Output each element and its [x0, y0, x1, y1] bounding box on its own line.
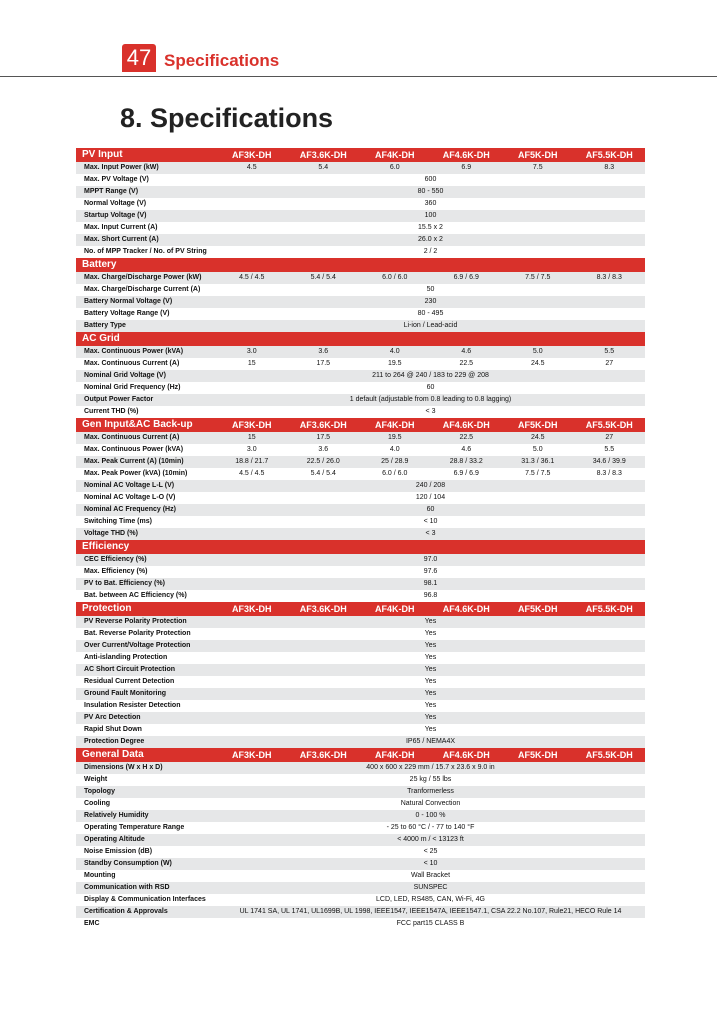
spec-row	[76, 492, 645, 504]
model-column-header: AF4K-DH	[359, 418, 431, 432]
spec-row	[76, 432, 645, 444]
spec-row	[76, 712, 645, 724]
spec-value: 400 x 600 x 229 mm / 15.7 x 23.6 x 9.0 in	[216, 762, 645, 774]
spec-label: Max. Continuous Power (kVA)	[76, 346, 216, 358]
section-header-row	[76, 748, 645, 762]
spec-row	[76, 394, 645, 406]
spec-label: Display & Communication Interfaces	[76, 894, 216, 906]
spec-label: Anti-islanding Protection	[76, 652, 216, 664]
spec-value: Yes	[216, 700, 645, 712]
spec-row	[76, 346, 645, 358]
model-column-header: AF3.6K-DH	[288, 148, 360, 162]
spec-value: 7.5 / 7.5	[502, 272, 574, 284]
spec-row	[76, 664, 645, 676]
section-title: AC Grid	[76, 332, 216, 346]
spec-value: SUNSPEC	[216, 882, 645, 894]
model-column-header: AF3K-DH	[216, 602, 288, 616]
spec-row	[76, 700, 645, 712]
spec-value: 15	[216, 358, 288, 370]
spec-value: 0 - 100 %	[216, 810, 645, 822]
spec-label: Topology	[76, 786, 216, 798]
spec-row	[76, 528, 645, 540]
spec-row	[76, 858, 645, 870]
model-column-header: AF3K-DH	[216, 418, 288, 432]
spec-label: Battery Normal Voltage (V)	[76, 296, 216, 308]
spec-row	[76, 174, 645, 186]
spec-label: Operating Temperature Range	[76, 822, 216, 834]
spec-value: 2 / 2	[216, 246, 645, 258]
spec-value: 3.6	[288, 346, 360, 358]
spec-value: 22.5 / 26.0	[288, 456, 360, 468]
section-header-row	[76, 540, 645, 554]
spec-label: Over Current/Voltage Protection	[76, 640, 216, 652]
model-column-header: AF5.5K-DH	[574, 148, 646, 162]
spec-row	[76, 198, 645, 210]
model-column-header: AF5K-DH	[502, 418, 574, 432]
spec-label: Weight	[76, 774, 216, 786]
spec-row	[76, 918, 645, 930]
model-column-header: AF3K-DH	[216, 148, 288, 162]
spec-label: Standby Consumption (W)	[76, 858, 216, 870]
model-column-header: AF5.5K-DH	[574, 418, 646, 432]
spec-label: Max. Input Current (A)	[76, 222, 216, 234]
spec-value: 4.6	[431, 346, 503, 358]
section-header-row	[76, 602, 645, 616]
spec-value: 4.6	[431, 444, 503, 456]
spec-row	[76, 284, 645, 296]
spec-row	[76, 870, 645, 882]
spec-label: Nominal Grid Voltage (V)	[76, 370, 216, 382]
spec-value: 7.5 / 7.5	[502, 468, 574, 480]
spec-label: Voltage THD (%)	[76, 528, 216, 540]
spec-row	[76, 210, 645, 222]
spec-label: PV to Bat. Efficiency (%)	[76, 578, 216, 590]
section-header-row	[76, 148, 645, 162]
spec-value: 6.0 / 6.0	[359, 272, 431, 284]
spec-value: < 10	[216, 516, 645, 528]
spec-row	[76, 406, 645, 418]
spec-label: Noise Emission (dB)	[76, 846, 216, 858]
spec-value: Yes	[216, 688, 645, 700]
model-column-header: AF5K-DH	[502, 602, 574, 616]
spec-value: FCC part15 CLASS B	[216, 918, 645, 930]
spec-label: Rapid Shut Down	[76, 724, 216, 736]
section-title: PV Input	[76, 148, 216, 162]
spec-value: 50	[216, 284, 645, 296]
spec-value: - 25 to 60 °C / - 77 to 140 °F	[216, 822, 645, 834]
spec-label: Max. Continuous Current (A)	[76, 432, 216, 444]
spec-row	[76, 222, 645, 234]
spec-label: Residual Current Detection	[76, 676, 216, 688]
spec-value: 5.4 / 5.4	[288, 468, 360, 480]
spec-row	[76, 894, 645, 906]
spec-label: Battery Voltage Range (V)	[76, 308, 216, 320]
spec-value: 6.9 / 6.9	[431, 272, 503, 284]
spec-value: 8.3 / 8.3	[574, 272, 646, 284]
spec-value: 25 / 28.9	[359, 456, 431, 468]
spec-value: Yes	[216, 664, 645, 676]
spec-value: 3.0	[216, 346, 288, 358]
spec-label: Battery Type	[76, 320, 216, 332]
spec-value: 31.3 / 36.1	[502, 456, 574, 468]
spec-label: Nominal AC Voltage L-L (V)	[76, 480, 216, 492]
spec-value: 6.0	[359, 162, 431, 174]
spec-value: Yes	[216, 712, 645, 724]
section-title: Gen Input&AC Back-up	[76, 418, 216, 432]
section-header-row	[76, 418, 645, 432]
spec-label: Cooling	[76, 798, 216, 810]
page-title: 8. Specifications	[120, 103, 334, 133]
spec-value: 15.5 x 2	[216, 222, 645, 234]
spec-value: Yes	[216, 724, 645, 736]
model-column-header: AF3.6K-DH	[288, 748, 360, 762]
spec-row	[76, 628, 645, 640]
spec-row	[76, 308, 645, 320]
spec-value: 211 to 264 @ 240 / 183 to 229 @ 208	[216, 370, 645, 382]
spec-row	[76, 578, 645, 590]
spec-label: Max. Peak Current (A) (10min)	[76, 456, 216, 468]
spec-label: Max. Peak Power (kVA) (10min)	[76, 468, 216, 480]
spec-row	[76, 724, 645, 736]
spec-label: No. of MPP Tracker / No. of PV String	[76, 246, 216, 258]
spec-label: Bat. between AC Efficiency (%)	[76, 590, 216, 602]
spec-label: Certification & Approvals	[76, 906, 216, 918]
header-title: Specifications	[164, 51, 280, 70]
spec-label: Ground Fault Monitoring	[76, 688, 216, 700]
spec-value: 6.9 / 6.9	[431, 468, 503, 480]
spec-row	[76, 272, 645, 284]
spec-value: 230	[216, 296, 645, 308]
spec-label: Relatively Humidity	[76, 810, 216, 822]
spec-value: 4.5	[216, 162, 288, 174]
spec-row	[76, 246, 645, 258]
page-header	[0, 0, 717, 80]
spec-value: 4.0	[359, 444, 431, 456]
spec-label: MPPT Range (V)	[76, 186, 216, 198]
spec-value: 27	[574, 358, 646, 370]
spec-row	[76, 774, 645, 786]
spec-value: 27	[574, 432, 646, 444]
spec-value: 100	[216, 210, 645, 222]
model-column-header: AF4K-DH	[359, 748, 431, 762]
spec-value: Yes	[216, 628, 645, 640]
spec-row	[76, 834, 645, 846]
spec-value: 6.0 / 6.0	[359, 468, 431, 480]
section-header-fill	[216, 540, 645, 554]
spec-value: 8.3	[574, 162, 646, 174]
spec-value: 3.6	[288, 444, 360, 456]
spec-row	[76, 798, 645, 810]
spec-value: 5.5	[574, 346, 646, 358]
spec-label: Max. PV Voltage (V)	[76, 174, 216, 186]
spec-value: 24.5	[502, 432, 574, 444]
spec-value: 26.0 x 2	[216, 234, 645, 246]
spec-row	[76, 504, 645, 516]
spec-value: 120 / 104	[216, 492, 645, 504]
spec-row	[76, 762, 645, 774]
spec-label: Current THD (%)	[76, 406, 216, 418]
model-column-header: AF5.5K-DH	[574, 748, 646, 762]
page-number-badge: 47	[122, 44, 156, 72]
model-column-header: AF4.6K-DH	[431, 602, 503, 616]
spec-label: Max. Short Current (A)	[76, 234, 216, 246]
spec-label: Nominal AC Frequency (Hz)	[76, 504, 216, 516]
model-column-header: AF4K-DH	[359, 148, 431, 162]
spec-value: 3.0	[216, 444, 288, 456]
spec-value: Yes	[216, 616, 645, 628]
spec-value: 28.8 / 33.2	[431, 456, 503, 468]
spec-value: Wall Bracket	[216, 870, 645, 882]
spec-row	[76, 320, 645, 332]
spec-label: Insulation Resister Detection	[76, 700, 216, 712]
spec-row	[76, 640, 645, 652]
section-title: Battery	[76, 258, 216, 272]
spec-row	[76, 554, 645, 566]
spec-row	[76, 676, 645, 688]
spec-row	[76, 186, 645, 198]
spec-value: 60	[216, 382, 645, 394]
spec-value: 5.5	[574, 444, 646, 456]
spec-value: 22.5	[431, 358, 503, 370]
spec-row	[76, 736, 645, 748]
spec-value: 60	[216, 504, 645, 516]
spec-value: Tranformerless	[216, 786, 645, 798]
spec-value: 5.4	[288, 162, 360, 174]
spec-label: PV Reverse Polarity Protection	[76, 616, 216, 628]
spec-value: 19.5	[359, 432, 431, 444]
model-column-header: AF4.6K-DH	[431, 748, 503, 762]
spec-row	[76, 358, 645, 370]
spec-row	[76, 822, 645, 834]
spec-value: 17.5	[288, 432, 360, 444]
spec-row	[76, 162, 645, 174]
spec-row	[76, 382, 645, 394]
spec-row	[76, 590, 645, 602]
spec-value: 7.5	[502, 162, 574, 174]
spec-value: 4.0	[359, 346, 431, 358]
spec-label: Max. Continuous Power (kVA)	[76, 444, 216, 456]
spec-label: CEC Efficiency (%)	[76, 554, 216, 566]
spec-value: 1 default (adjustable from 0.8 leading to 0.8 lagging)	[216, 394, 645, 406]
spec-value: 17.5	[288, 358, 360, 370]
section-header-row	[76, 332, 645, 346]
spec-label: Bat. Reverse Polarity Protection	[76, 628, 216, 640]
spec-label: Max. Charge/Discharge Power (kW)	[76, 272, 216, 284]
spec-value: 24.5	[502, 358, 574, 370]
spec-label: Max. Input Power (kW)	[76, 162, 216, 174]
spec-label: Max. Charge/Discharge Current (A)	[76, 284, 216, 296]
spec-value: Li-ion / Lead-acid	[216, 320, 645, 332]
spec-row	[76, 688, 645, 700]
model-column-header: AF4.6K-DH	[431, 148, 503, 162]
section-header-row	[76, 258, 645, 272]
spec-value: < 3	[216, 528, 645, 540]
spec-value: 360	[216, 198, 645, 210]
spec-row	[76, 566, 645, 578]
spec-row	[76, 444, 645, 456]
spec-row	[76, 906, 645, 918]
spec-label: Switching Time (ms)	[76, 516, 216, 528]
spec-value: 5.4 / 5.4	[288, 272, 360, 284]
spec-value: 19.5	[359, 358, 431, 370]
spec-value: 8.3 / 8.3	[574, 468, 646, 480]
model-column-header: AF3.6K-DH	[288, 602, 360, 616]
spec-value: UL 1741 SA, UL 1741, UL1699B, UL 1998, IEEE1547, IEEE1547A, IEEE1547.1, CSA 22.2 No.107, Rule21, HECO Rule 14	[216, 906, 645, 918]
spec-value: 25 kg / 55 lbs	[216, 774, 645, 786]
section-header-fill	[216, 258, 645, 272]
section-header-fill	[216, 332, 645, 346]
spec-row	[76, 468, 645, 480]
spec-value: 80 - 495	[216, 308, 645, 320]
spec-value: 6.9	[431, 162, 503, 174]
spec-label: Max. Continuous Current (A)	[76, 358, 216, 370]
spec-value: 240 / 208	[216, 480, 645, 492]
specifications-table	[76, 148, 645, 930]
spec-row	[76, 370, 645, 382]
spec-label: Protection Degree	[76, 736, 216, 748]
spec-value: < 4000 m / < 13123 ft	[216, 834, 645, 846]
model-column-header: AF5.5K-DH	[574, 602, 646, 616]
spec-value: Yes	[216, 676, 645, 688]
spec-value: 4.5 / 4.5	[216, 468, 288, 480]
model-column-header: AF4.6K-DH	[431, 418, 503, 432]
spec-label: Nominal Grid Frequency (Hz)	[76, 382, 216, 394]
spec-value: 15	[216, 432, 288, 444]
spec-value: 22.5	[431, 432, 503, 444]
spec-row	[76, 296, 645, 308]
spec-row	[76, 786, 645, 798]
spec-value: 97.6	[216, 566, 645, 578]
spec-row	[76, 846, 645, 858]
spec-value: 98.1	[216, 578, 645, 590]
spec-value: 34.6 / 39.9	[574, 456, 646, 468]
spec-row	[76, 652, 645, 664]
spec-label: PV Arc Detection	[76, 712, 216, 724]
spec-value: Yes	[216, 652, 645, 664]
spec-label: Startup Voltage (V)	[76, 210, 216, 222]
section-title: Protection	[76, 602, 216, 616]
spec-value: Natural Convection	[216, 798, 645, 810]
spec-value: 4.5 / 4.5	[216, 272, 288, 284]
spec-label: Nominal AC Voltage L-O (V)	[76, 492, 216, 504]
model-column-header: AF3.6K-DH	[288, 418, 360, 432]
spec-row	[76, 882, 645, 894]
section-title: General Data	[76, 748, 216, 762]
spec-value: 96.8	[216, 590, 645, 602]
header-divider	[0, 76, 717, 77]
spec-row	[76, 810, 645, 822]
spec-label: Operating Altitude	[76, 834, 216, 846]
spec-row	[76, 456, 645, 468]
spec-row	[76, 616, 645, 628]
spec-label: EMC	[76, 918, 216, 930]
spec-value: IP65 / NEMA4X	[216, 736, 645, 748]
spec-label: Output Power Factor	[76, 394, 216, 406]
spec-label: Communication with RSD	[76, 882, 216, 894]
spec-value: Yes	[216, 640, 645, 652]
spec-label: Mounting	[76, 870, 216, 882]
spec-value: 600	[216, 174, 645, 186]
spec-value: < 10	[216, 858, 645, 870]
spec-label: Max. Efficiency (%)	[76, 566, 216, 578]
spec-value: 5.0	[502, 346, 574, 358]
spec-value: < 3	[216, 406, 645, 418]
section-title: Efficiency	[76, 540, 216, 554]
spec-row	[76, 234, 645, 246]
spec-value: 18.8 / 21.7	[216, 456, 288, 468]
spec-value: 5.0	[502, 444, 574, 456]
spec-row	[76, 480, 645, 492]
spec-row	[76, 516, 645, 528]
spec-label: Normal Voltage (V)	[76, 198, 216, 210]
spec-label: Dimensions (W x H x D)	[76, 762, 216, 774]
spec-value: LCD, LED, RS485, CAN, Wi-Fi, 4G	[216, 894, 645, 906]
spec-value: 97.0	[216, 554, 645, 566]
spec-label: AC Short Circuit Protection	[76, 664, 216, 676]
model-column-header: AF4K-DH	[359, 602, 431, 616]
model-column-header: AF5K-DH	[502, 148, 574, 162]
model-column-header: AF5K-DH	[502, 748, 574, 762]
spec-value: < 25	[216, 846, 645, 858]
model-column-header: AF3K-DH	[216, 748, 288, 762]
spec-value: 80 - 550	[216, 186, 645, 198]
